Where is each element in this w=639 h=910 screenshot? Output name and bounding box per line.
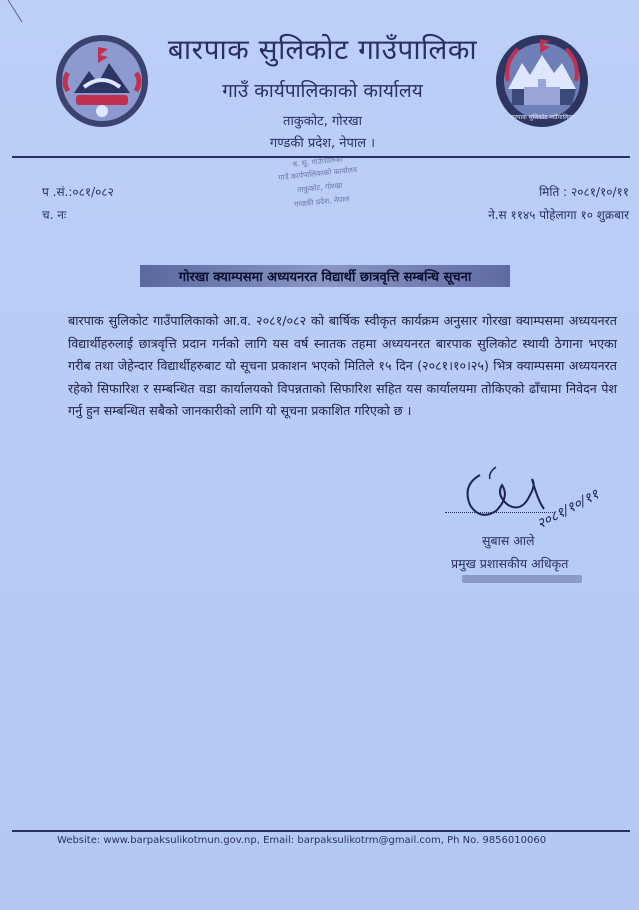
handwritten-signature (440, 445, 620, 535)
signatory-designation: प्रमुख प्रशासकीय अधिकृत (451, 556, 569, 571)
address-line-2: गण्डकी प्रदेश, नेपाल । (269, 136, 376, 151)
signature-line (445, 512, 555, 513)
footer-contact: Website: www.barpaksulikotmun.gov.np, Email: barpaksulikotrm@gmail.com, Ph No. 9856010060 (57, 835, 547, 846)
signatory-name: सुबास आले (482, 533, 535, 548)
signature-date: २०८१/१०/११ (534, 486, 602, 533)
stamp-line-1: ब. सु. गाउँपालिका (292, 154, 344, 169)
notice-heading-band (140, 265, 510, 287)
nepal-emblem-icon (54, 33, 150, 129)
stamp-line-4: गण्डकी प्रदेश, नेपाल (293, 194, 350, 209)
stamp-line-2: गाउँ कार्यपालिकाको कार्यालय (277, 164, 358, 183)
stamp-line-3: ताकुकोट, गोरखा (296, 180, 343, 195)
footer-divider (12, 830, 630, 832)
dispatch-number: च. नः (42, 208, 67, 222)
office-subtitle: गाउँ कार्यपालिकाको कार्यालय (222, 80, 423, 102)
faint-stamp-mark (462, 572, 582, 586)
issue-date: मिति : २०८१/१०/११ (539, 185, 629, 199)
notice-heading: गोरखा क्याम्पसमा अध्ययनरत विद्यार्थी छात्रवृत्ति सम्बन्धि सूचना (178, 270, 472, 285)
municipality-seal-icon (494, 33, 590, 129)
scan-mark (6, 0, 24, 22)
notice-body: बारपाक सुलिकोट गाउँपालिकाको आ.व. २०८१/०८२ को बार्षिक स्वीकृत कार्यक्रम अनुसार गोरखा क्याम्पसमा अध्ययनरत विद्यार्थीहरुलाई छात्रवृत्ति प्रदान गर्नको लागि यस वर्ष स्नातक तहमा अध्ययनरत बारपाक सुलिकोट स्थायी ठेगाना भएका गरीब तथा जेहेन्दार विद्यार्थीहरुबाट यो सूचना प्रकाशन भएको मितिले १५ दिन (२०८१।१०।२५) भित्र क्याम्पसमा अध्ययनरत रहेको सिफारिश र सम्बन्धित वडा कार्यालयको विपन्नताको सिफारिश सहित यस कार्यालयमा तोकिएको ढाँचामा निवेदन पेश गर्नु हुन सम्बन्धित सबैको जानकारीको लागि यो सूचना प्रकाशित गरिएको छ । (68, 313, 617, 418)
seal-caption: बारपाक सुलिकोट गाउँपालिका (509, 114, 575, 121)
nepal-sambat-date: ने.स ११४५ पोहेलागा १० शुक्रबार (488, 208, 629, 222)
office-title: बारपाक सुलिकोट गाउँपालिका (167, 33, 478, 66)
address-line-1: ताकुकोट, गोरखा (283, 114, 362, 129)
office-stamp (268, 150, 368, 212)
reference-number: प .सं.:०८१/०८२ (42, 185, 114, 199)
